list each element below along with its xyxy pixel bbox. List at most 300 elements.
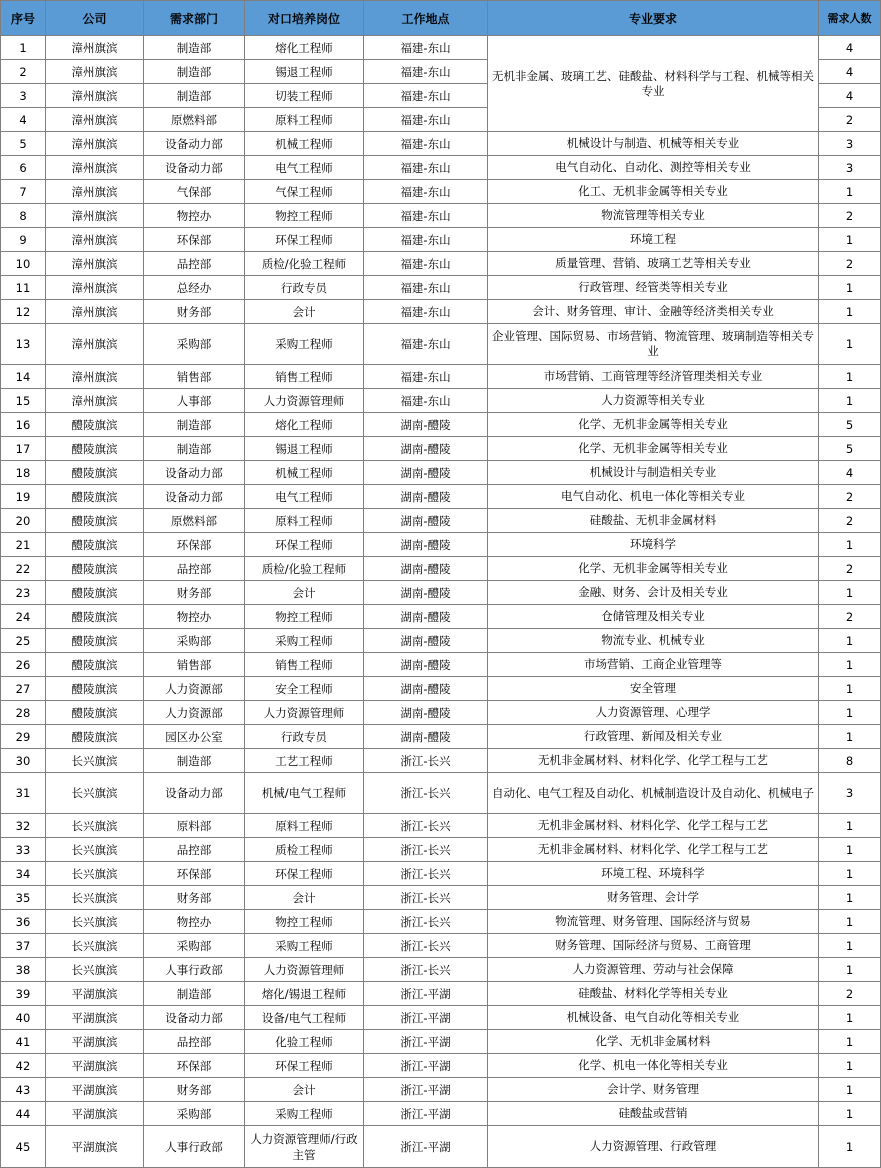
cell-department: 财务部: [144, 300, 245, 324]
cell-index: 15: [1, 389, 46, 413]
cell-count: 1: [819, 180, 881, 204]
table-row: [1, 228, 881, 252]
cell-company: 醴陵旗滨: [46, 437, 144, 461]
header-department: 需求部门: [144, 1, 245, 36]
cell-location: 湖南-醴陵: [364, 605, 488, 629]
cell-company: 醴陵旗滨: [46, 485, 144, 509]
cell-location: 湖南-醴陵: [364, 701, 488, 725]
table-row: [1, 1126, 881, 1168]
cell-position: 环保工程师: [245, 1054, 364, 1078]
cell-company: 长兴旗滨: [46, 814, 144, 838]
cell-position: 原料工程师: [245, 814, 364, 838]
cell-position: 人力资源管理师: [245, 701, 364, 725]
cell-position: 人力资源管理师: [245, 958, 364, 982]
table-row: [1, 389, 881, 413]
cell-requirement: 财务管理、国际经济与贸易、工商管理: [488, 934, 819, 958]
cell-department: 品控部: [144, 838, 245, 862]
cell-requirement-merged: 无机非金属、玻璃工艺、硅酸盐、材料科学与工程、机械等相关专业: [488, 36, 819, 132]
cell-department: 财务部: [144, 886, 245, 910]
cell-requirement: 机械设计与制造、机械等相关专业: [488, 132, 819, 156]
header-requirement: 专业要求: [488, 1, 819, 36]
cell-company: 醴陵旗滨: [46, 653, 144, 677]
table-row: [1, 180, 881, 204]
cell-position: 会计: [245, 300, 364, 324]
cell-department: 原燃料部: [144, 509, 245, 533]
cell-position: 设备/电气工程师: [245, 1006, 364, 1030]
cell-department: 环保部: [144, 228, 245, 252]
cell-position: 采购工程师: [245, 629, 364, 653]
cell-requirement: 市场营销、工商企业管理等: [488, 653, 819, 677]
table-row: [1, 533, 881, 557]
cell-company: 醴陵旗滨: [46, 605, 144, 629]
cell-location: 福建-东山: [364, 276, 488, 300]
cell-location: 湖南-醴陵: [364, 437, 488, 461]
table-row: [1, 910, 881, 934]
cell-count: 1: [819, 300, 881, 324]
header-row: [1, 1, 881, 36]
cell-requirement: 会计、财务管理、审计、金融等经济类相关专业: [488, 300, 819, 324]
cell-department: 销售部: [144, 365, 245, 389]
cell-company: 醴陵旗滨: [46, 725, 144, 749]
cell-location: 浙江-平湖: [364, 1126, 488, 1168]
table-row: [1, 509, 881, 533]
cell-count: 1: [819, 365, 881, 389]
cell-index: 28: [1, 701, 46, 725]
cell-index: 34: [1, 862, 46, 886]
cell-location: 湖南-醴陵: [364, 653, 488, 677]
cell-location: 浙江-平湖: [364, 1054, 488, 1078]
cell-location: 福建-东山: [364, 108, 488, 132]
cell-requirement: 无机非金属材料、材料化学、化学工程与工艺: [488, 838, 819, 862]
cell-index: 43: [1, 1078, 46, 1102]
cell-position: 环保工程师: [245, 228, 364, 252]
cell-index: 4: [1, 108, 46, 132]
cell-department: 财务部: [144, 581, 245, 605]
cell-company: 漳州旗滨: [46, 108, 144, 132]
cell-location: 福建-东山: [364, 60, 488, 84]
cell-requirement: 行政管理、经管类等相关专业: [488, 276, 819, 300]
cell-department: 制造部: [144, 982, 245, 1006]
cell-requirement: 机械设备、电气自动化等相关专业: [488, 1006, 819, 1030]
cell-count: 3: [819, 773, 881, 814]
cell-location: 福建-东山: [364, 36, 488, 60]
cell-position: 物控工程师: [245, 910, 364, 934]
cell-count: 1: [819, 389, 881, 413]
cell-index: 16: [1, 413, 46, 437]
cell-company: 醴陵旗滨: [46, 557, 144, 581]
header-index: 序号: [1, 1, 46, 36]
cell-company: 漳州旗滨: [46, 180, 144, 204]
cell-department: 设备动力部: [144, 461, 245, 485]
cell-position: 销售工程师: [245, 365, 364, 389]
table-row: [1, 581, 881, 605]
cell-company: 漳州旗滨: [46, 365, 144, 389]
cell-company: 平湖旗滨: [46, 1030, 144, 1054]
cell-department: 销售部: [144, 653, 245, 677]
cell-position: 会计: [245, 581, 364, 605]
table-body: [1, 36, 881, 1168]
cell-position: 熔化工程师: [245, 413, 364, 437]
cell-position: 原料工程师: [245, 108, 364, 132]
cell-requirement: 行政管理、新闻及相关专业: [488, 725, 819, 749]
cell-position: 质检工程师: [245, 838, 364, 862]
cell-department: 制造部: [144, 413, 245, 437]
cell-position: 安全工程师: [245, 677, 364, 701]
cell-company: 平湖旗滨: [46, 1102, 144, 1126]
cell-requirement: 自动化、电气工程及自动化、机械制造设计及自动化、机械电子: [488, 773, 819, 814]
cell-requirement: 物流专业、机械专业: [488, 629, 819, 653]
cell-index: 3: [1, 84, 46, 108]
cell-department: 采购部: [144, 324, 245, 365]
cell-requirement: 化学、无机非金属等相关专业: [488, 557, 819, 581]
cell-requirement: 物流管理、财务管理、国际经济与贸易: [488, 910, 819, 934]
cell-department: 人事行政部: [144, 1126, 245, 1168]
cell-position: 采购工程师: [245, 934, 364, 958]
cell-company: 漳州旗滨: [46, 228, 144, 252]
cell-department: 人力资源部: [144, 677, 245, 701]
cell-company: 醴陵旗滨: [46, 701, 144, 725]
cell-department: 原料部: [144, 814, 245, 838]
table-row: [1, 749, 881, 773]
cell-location: 福建-东山: [364, 252, 488, 276]
cell-count: 1: [819, 533, 881, 557]
cell-company: 平湖旗滨: [46, 1078, 144, 1102]
cell-location: 浙江-长兴: [364, 910, 488, 934]
cell-location: 福建-东山: [364, 84, 488, 108]
cell-department: 人事行政部: [144, 958, 245, 982]
cell-location: 福建-东山: [364, 132, 488, 156]
cell-department: 原燃料部: [144, 108, 245, 132]
cell-department: 采购部: [144, 1102, 245, 1126]
cell-company: 长兴旗滨: [46, 886, 144, 910]
cell-requirement: 会计学、财务管理: [488, 1078, 819, 1102]
cell-requirement: 化学、无机非金属等相关专业: [488, 437, 819, 461]
table-row: [1, 132, 881, 156]
cell-location: 浙江-平湖: [364, 1102, 488, 1126]
cell-position: 机械工程师: [245, 461, 364, 485]
cell-requirement: 机械设计与制造相关专业: [488, 461, 819, 485]
cell-requirement: 人力资源等相关专业: [488, 389, 819, 413]
cell-company: 漳州旗滨: [46, 276, 144, 300]
cell-location: 福建-东山: [364, 204, 488, 228]
table-row: [1, 437, 881, 461]
table-row: [1, 1030, 881, 1054]
cell-count: 1: [819, 276, 881, 300]
header-position: 对口培养岗位: [245, 1, 364, 36]
header-count: 需求人数: [819, 1, 881, 36]
cell-count: 1: [819, 1054, 881, 1078]
cell-department: 设备动力部: [144, 156, 245, 180]
cell-index: 36: [1, 910, 46, 934]
cell-count: 2: [819, 509, 881, 533]
cell-department: 总经办: [144, 276, 245, 300]
cell-count: 1: [819, 862, 881, 886]
table-row: [1, 365, 881, 389]
table-row: [1, 413, 881, 437]
cell-company: 长兴旗滨: [46, 838, 144, 862]
cell-index: 41: [1, 1030, 46, 1054]
cell-location: 湖南-醴陵: [364, 533, 488, 557]
cell-count: 1: [819, 228, 881, 252]
cell-requirement: 金融、财务、会计及相关专业: [488, 581, 819, 605]
cell-location: 湖南-醴陵: [364, 629, 488, 653]
cell-position: 会计: [245, 886, 364, 910]
cell-index: 35: [1, 886, 46, 910]
cell-company: 长兴旗滨: [46, 749, 144, 773]
cell-company: 漳州旗滨: [46, 252, 144, 276]
cell-count: 1: [819, 629, 881, 653]
table-row: [1, 557, 881, 581]
cell-count: 8: [819, 749, 881, 773]
cell-position: 采购工程师: [245, 324, 364, 365]
cell-count: 1: [819, 677, 881, 701]
table-row: [1, 653, 881, 677]
cell-department: 人事部: [144, 389, 245, 413]
cell-position: 熔化工程师: [245, 36, 364, 60]
cell-location: 福建-东山: [364, 389, 488, 413]
cell-department: 园区办公室: [144, 725, 245, 749]
cell-company: 醴陵旗滨: [46, 461, 144, 485]
table-row: [1, 605, 881, 629]
table-row: [1, 36, 881, 60]
cell-company: 平湖旗滨: [46, 982, 144, 1006]
cell-index: 23: [1, 581, 46, 605]
cell-index: 1: [1, 36, 46, 60]
cell-company: 醴陵旗滨: [46, 509, 144, 533]
cell-department: 品控部: [144, 252, 245, 276]
cell-position: 环保工程师: [245, 862, 364, 886]
cell-position: 物控工程师: [245, 204, 364, 228]
cell-department: 品控部: [144, 1030, 245, 1054]
cell-count: 2: [819, 252, 881, 276]
cell-position: 机械工程师: [245, 132, 364, 156]
cell-location: 福建-东山: [364, 300, 488, 324]
cell-location: 浙江-长兴: [364, 814, 488, 838]
cell-department: 设备动力部: [144, 773, 245, 814]
cell-requirement: 硅酸盐、无机非金属材料: [488, 509, 819, 533]
cell-location: 浙江-平湖: [364, 1006, 488, 1030]
cell-department: 气保部: [144, 180, 245, 204]
cell-location: 浙江-长兴: [364, 838, 488, 862]
cell-position: 锡退工程师: [245, 437, 364, 461]
cell-index: 27: [1, 677, 46, 701]
table-row: [1, 862, 881, 886]
table-row: [1, 982, 881, 1006]
cell-count: 1: [819, 886, 881, 910]
cell-department: 制造部: [144, 60, 245, 84]
header-company: 公司: [46, 1, 144, 36]
cell-requirement: 市场营销、工商管理等经济管理类相关专业: [488, 365, 819, 389]
table-row: [1, 204, 881, 228]
cell-position: 电气工程师: [245, 485, 364, 509]
cell-count: 2: [819, 108, 881, 132]
cell-count: 1: [819, 934, 881, 958]
cell-department: 品控部: [144, 557, 245, 581]
cell-count: 2: [819, 982, 881, 1006]
cell-index: 25: [1, 629, 46, 653]
cell-department: 制造部: [144, 36, 245, 60]
cell-index: 37: [1, 934, 46, 958]
cell-requirement: 化学、无机非金属材料: [488, 1030, 819, 1054]
table-row: [1, 1054, 881, 1078]
cell-count: 5: [819, 437, 881, 461]
table-row: [1, 886, 881, 910]
cell-location: 福建-东山: [364, 180, 488, 204]
cell-requirement: 安全管理: [488, 677, 819, 701]
table-row: [1, 701, 881, 725]
cell-location: 湖南-醴陵: [364, 413, 488, 437]
cell-count: 1: [819, 581, 881, 605]
cell-location: 浙江-长兴: [364, 773, 488, 814]
table-row: [1, 276, 881, 300]
cell-count: 1: [819, 1126, 881, 1168]
cell-position: 行政专员: [245, 725, 364, 749]
cell-count: 1: [819, 725, 881, 749]
cell-index: 7: [1, 180, 46, 204]
cell-requirement: 人力资源管理、心理学: [488, 701, 819, 725]
cell-count: 1: [819, 1102, 881, 1126]
cell-position: 切装工程师: [245, 84, 364, 108]
cell-location: 浙江-长兴: [364, 958, 488, 982]
cell-count: 1: [819, 1078, 881, 1102]
cell-requirement: 环境工程: [488, 228, 819, 252]
cell-position: 原料工程师: [245, 509, 364, 533]
cell-location: 湖南-醴陵: [364, 557, 488, 581]
cell-index: 31: [1, 773, 46, 814]
cell-company: 漳州旗滨: [46, 324, 144, 365]
cell-requirement: 环境科学: [488, 533, 819, 557]
cell-location: 福建-东山: [364, 156, 488, 180]
table-row: [1, 1102, 881, 1126]
cell-position: 化验工程师: [245, 1030, 364, 1054]
table-row: [1, 1006, 881, 1030]
cell-company: 漳州旗滨: [46, 389, 144, 413]
table-row: [1, 1078, 881, 1102]
cell-position: 环保工程师: [245, 533, 364, 557]
cell-location: 福建-东山: [364, 324, 488, 365]
cell-requirement: 电气自动化、机电一体化等相关专业: [488, 485, 819, 509]
cell-count: 3: [819, 132, 881, 156]
cell-company: 漳州旗滨: [46, 36, 144, 60]
cell-position: 采购工程师: [245, 1102, 364, 1126]
cell-requirement: 物流管理等相关专业: [488, 204, 819, 228]
cell-company: 长兴旗滨: [46, 934, 144, 958]
cell-requirement: 环境工程、环境科学: [488, 862, 819, 886]
cell-position: 工艺工程师: [245, 749, 364, 773]
cell-location: 浙江-长兴: [364, 749, 488, 773]
cell-company: 长兴旗滨: [46, 958, 144, 982]
cell-count: 4: [819, 84, 881, 108]
cell-index: 45: [1, 1126, 46, 1168]
cell-index: 20: [1, 509, 46, 533]
cell-location: 湖南-醴陵: [364, 509, 488, 533]
cell-index: 6: [1, 156, 46, 180]
cell-department: 财务部: [144, 1078, 245, 1102]
table-row: [1, 629, 881, 653]
cell-index: 42: [1, 1054, 46, 1078]
cell-department: 环保部: [144, 862, 245, 886]
cell-department: 物控办: [144, 605, 245, 629]
cell-index: 8: [1, 204, 46, 228]
table-row: [1, 300, 881, 324]
cell-location: 浙江-平湖: [364, 1030, 488, 1054]
cell-company: 长兴旗滨: [46, 862, 144, 886]
cell-requirement: 人力资源管理、行政管理: [488, 1126, 819, 1168]
cell-count: 1: [819, 958, 881, 982]
cell-department: 设备动力部: [144, 1006, 245, 1030]
cell-index: 33: [1, 838, 46, 862]
cell-company: 醴陵旗滨: [46, 581, 144, 605]
cell-company: 漳州旗滨: [46, 132, 144, 156]
cell-count: 4: [819, 60, 881, 84]
cell-position: 气保工程师: [245, 180, 364, 204]
cell-index: 12: [1, 300, 46, 324]
cell-company: 醴陵旗滨: [46, 413, 144, 437]
cell-department: 环保部: [144, 533, 245, 557]
cell-index: 38: [1, 958, 46, 982]
cell-position: 销售工程师: [245, 653, 364, 677]
cell-count: 1: [819, 701, 881, 725]
cell-company: 平湖旗滨: [46, 1126, 144, 1168]
cell-requirement: 企业管理、国际贸易、市场营销、物流管理、玻璃制造等相关专业: [488, 324, 819, 365]
cell-position: 会计: [245, 1078, 364, 1102]
cell-count: 1: [819, 1030, 881, 1054]
cell-index: 32: [1, 814, 46, 838]
cell-department: 设备动力部: [144, 132, 245, 156]
cell-index: 26: [1, 653, 46, 677]
table-row: [1, 461, 881, 485]
cell-requirement: 财务管理、会计学: [488, 886, 819, 910]
cell-location: 浙江-长兴: [364, 886, 488, 910]
cell-company: 漳州旗滨: [46, 204, 144, 228]
table-row: [1, 958, 881, 982]
cell-count: 1: [819, 838, 881, 862]
cell-position: 质检/化验工程师: [245, 557, 364, 581]
cell-count: 3: [819, 156, 881, 180]
cell-index: 17: [1, 437, 46, 461]
cell-location: 浙江-平湖: [364, 982, 488, 1006]
cell-index: 29: [1, 725, 46, 749]
cell-location: 湖南-醴陵: [364, 461, 488, 485]
table-row: [1, 485, 881, 509]
cell-department: 设备动力部: [144, 485, 245, 509]
cell-company: 长兴旗滨: [46, 773, 144, 814]
cell-index: 5: [1, 132, 46, 156]
cell-location: 湖南-醴陵: [364, 581, 488, 605]
cell-location: 湖南-醴陵: [364, 725, 488, 749]
cell-department: 制造部: [144, 84, 245, 108]
cell-company: 长兴旗滨: [46, 910, 144, 934]
table-row: [1, 156, 881, 180]
cell-department: 环保部: [144, 1054, 245, 1078]
cell-count: 5: [819, 413, 881, 437]
cell-requirement: 硅酸盐、材料化学等相关专业: [488, 982, 819, 1006]
cell-index: 44: [1, 1102, 46, 1126]
cell-requirement: 人力资源管理、劳动与社会保障: [488, 958, 819, 982]
cell-count: 1: [819, 910, 881, 934]
cell-requirement: 无机非金属材料、材料化学、化学工程与工艺: [488, 749, 819, 773]
cell-requirement: 电气自动化、自动化、测控等相关专业: [488, 156, 819, 180]
cell-count: 1: [819, 653, 881, 677]
cell-index: 39: [1, 982, 46, 1006]
cell-requirement: 化学、无机非金属等相关专业: [488, 413, 819, 437]
cell-department: 人力资源部: [144, 701, 245, 725]
cell-company: 醴陵旗滨: [46, 677, 144, 701]
cell-index: 18: [1, 461, 46, 485]
cell-location: 浙江-平湖: [364, 1078, 488, 1102]
cell-index: 19: [1, 485, 46, 509]
cell-location: 福建-东山: [364, 228, 488, 252]
